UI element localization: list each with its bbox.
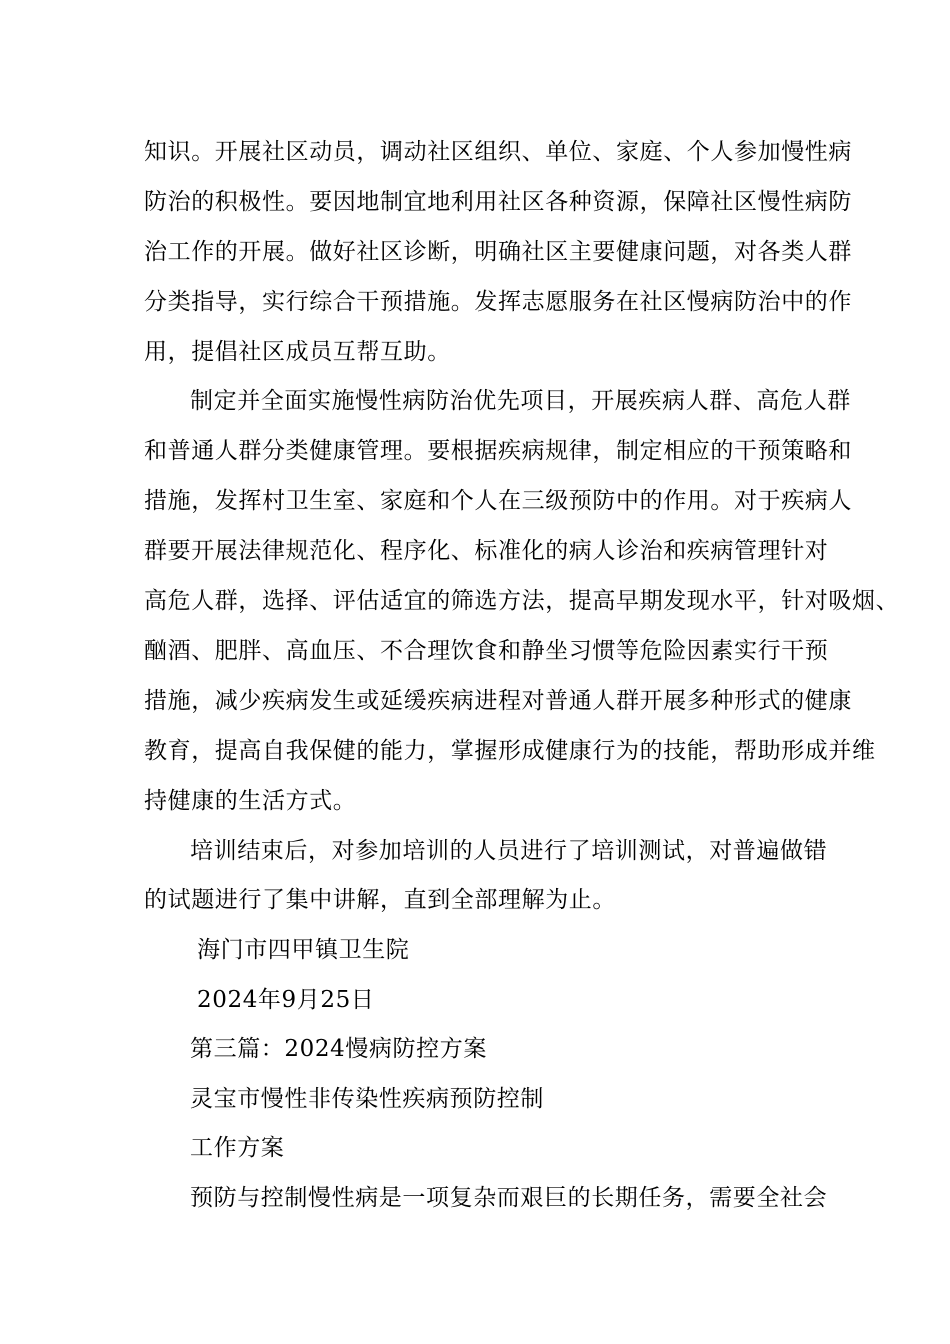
- signature-organization: 海门市四甲镇卫生院: [197, 937, 410, 963]
- section-subtitle-2: 工作方案: [190, 1135, 285, 1161]
- section-subtitle-1: 灵宝市慢性非传染性疾病预防控制: [190, 1086, 544, 1112]
- paragraph-2-line-8: 教育，提高自我保健的能力，掌握形成健康行为的技能，帮助形成并维: [144, 738, 876, 764]
- paragraph-3-line-1: 培训结束后，对参加培训的人员进行了培训测试，对普遍做错: [190, 838, 828, 864]
- paragraph-2-line-7: 措施，减少疾病发生或延缓疾病进程对普通人群开展多种形式的健康: [144, 688, 852, 714]
- section-heading: 第三篇：2024慢病防控方案: [190, 1036, 487, 1062]
- paragraph-2-line-9: 持健康的生活方式。: [144, 788, 357, 814]
- paragraph-1-line-1: 知识。开展社区动员，调动社区组织、单位、家庭、个人参加慢性病: [144, 139, 852, 165]
- signature-date: 2024年9月25日: [197, 987, 375, 1013]
- paragraph-2-line-5: 高危人群，选择、评估适宜的筛选方法，提高早期发现水平，针对吸烟、: [144, 588, 900, 614]
- paragraph-2-line-6: 酗酒、肥胖、高血压、不合理饮食和静坐习惯等危险因素实行干预: [144, 638, 829, 664]
- section-first-line: 预防与控制慢性病是一项复杂而艰巨的长期任务，需要全社会: [190, 1185, 828, 1211]
- paragraph-3-line-2: 的试题进行了集中讲解，直到全部理解为止。: [144, 887, 616, 913]
- paragraph-1-line-3: 治工作的开展。做好社区诊断，明确社区主要健康问题，对各类人群: [144, 239, 852, 265]
- paragraph-2-line-3: 措施，发挥村卫生室、家庭和个人在三级预防中的作用。对于疾病人: [144, 488, 852, 514]
- paragraph-1-line-4: 分类指导，实行综合干预措施。发挥志愿服务在社区慢病防治中的作: [144, 289, 852, 315]
- paragraph-1-line-5: 用，提倡社区成员互帮互助。: [144, 339, 451, 365]
- paragraph-2-line-1: 制定并全面实施慢性病防治优先项目，开展疾病人群、高危人群: [190, 388, 851, 414]
- paragraph-2-line-4: 群要开展法律规范化、程序化、标准化的病人诊治和疾病管理针对: [144, 538, 829, 564]
- paragraph-1-line-2: 防治的积极性。要因地制宜地利用社区各种资源，保障社区慢性病防: [144, 189, 852, 215]
- paragraph-2-line-2: 和普通人群分类健康管理。要根据疾病规律，制定相应的干预策略和: [144, 438, 852, 464]
